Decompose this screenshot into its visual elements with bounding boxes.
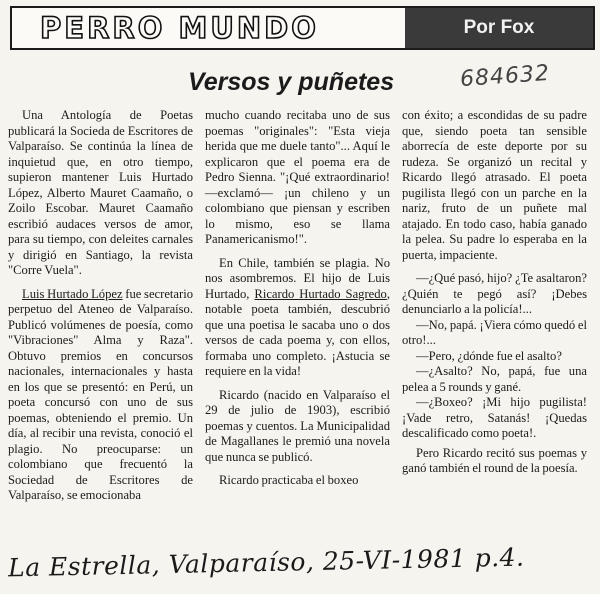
article-column-3 xyxy=(402,108,587,485)
dialogue-line: —Pero, ¿dónde fue el asalto? xyxy=(416,348,562,363)
paragraph xyxy=(205,256,390,380)
person-name: Ricardo Hurtado Sagredo xyxy=(254,286,387,301)
column-banner xyxy=(10,6,595,50)
paragraph: Ricardo practicaba el boxeo xyxy=(219,473,359,487)
paragraph: Ricardo (nacido en Valparaíso el 29 de julio de 1903), escribió poemas y cuentos. La Municipalidad de Magallanes le premió una novela que nunca se publicó. xyxy=(205,387,390,464)
handwritten-source-note: La Estrella, Valparaíso, 25-VI-1981 p.4. xyxy=(7,542,525,583)
article-headline: Versos y puñetes xyxy=(188,68,395,96)
column-title: PERRO MUNDO xyxy=(40,11,319,45)
paragraph: con éxito; a escondidas de su padre que, siendo poeta tan sensible aborrecía de este deporte por su rudeza. Se organizó un recital y Ricardo llegó atrasado. El poeta pugilista llegó con un parche en la nariz, fruto de un puñete mal atajado. En todo caso, había ganado la pelea. Su padre lo esperaba en la puerta, impaciente. xyxy=(402,108,587,262)
person-name: Luis Hurtado López xyxy=(22,286,123,301)
paragraph-text: , notable poeta también, descubrió que una poetisa le sacaba uno o dos versos de cada poema y, con ellos, formaba uno completo. ¡Astucia se requiere en la vida! xyxy=(205,286,390,378)
author-byline: Por Fox xyxy=(405,8,593,48)
dialogue-line: —No, papá. ¡Viera cómo quedó el otro!... xyxy=(402,317,587,347)
paragraph: Pero Ricardo recitó sus poemas y ganó también el round de la poesía. xyxy=(402,445,587,475)
paragraph-text: fue secretario perpetuo del Ateneo de Valparaíso. Publicó volúmenes de poesía, como "Vibraciones" Alma y Raza". Obtuvo premios en concursos nacionales, internacionales y hasta en los que se presentó: en Perú, un poeta concursó con uno de sus poemas, obteniendo el premio. Un día, al recibir una revista, conoció el plagio. No preocuparse: un colombiano que frecuentó la Sociedad de Escritores de Valparaíso, se emocionaba xyxy=(8,286,193,502)
paragraph: mucho cuando recitaba uno de sus poemas "originales": "Esta vieja herida que me duele tanto"... Aquí le explicaron que el poema era de Pedro Sienna. "¡Qué extraordinario! —exclamó— ¡un chileno y un colombiano que piensan y escriben lo mismo, eso se llama Panamericanismo!". xyxy=(205,108,390,246)
paragraph-text: En Chile, también se plagia. No nos asombremos. El hijo de Luis Hurtado, xyxy=(205,255,390,301)
article-column-2 xyxy=(205,108,390,497)
dialogue-line: —¿Boxeo? ¡Mi hijo pugilista! ¡Vade retro, Satanás! ¡Quedas descalificado como poeta!. xyxy=(402,395,587,440)
dialogue-line: —¿Asalto? No, papá, fue una pelea a 5 rounds y gané. xyxy=(402,364,587,394)
paragraph: Una Antología de Poetas publicará la Socieda de Escritores de Valparaíso. Se continúa la línea de inquietud que, en otro tiempo, supieron mantener Luis Hurtado López, Alberto Mauret Caamaño, o Zoilo Escobar. Mauret Caamaño escribió audaces versos de amor, para su tiempo, con deleites carnales y dirigió en Santiago, la revista "Corre Vuela". xyxy=(8,108,193,277)
article-column-1 xyxy=(8,108,193,512)
paragraph xyxy=(8,287,193,504)
archive-number-handwritten: 684632 xyxy=(459,60,551,93)
dialogue-line: —¿Qué pasó, hijo? ¿Te asaltaron? ¿Quién te pegó así? ¡Debes denunciarlo a la policía!... xyxy=(402,271,587,316)
